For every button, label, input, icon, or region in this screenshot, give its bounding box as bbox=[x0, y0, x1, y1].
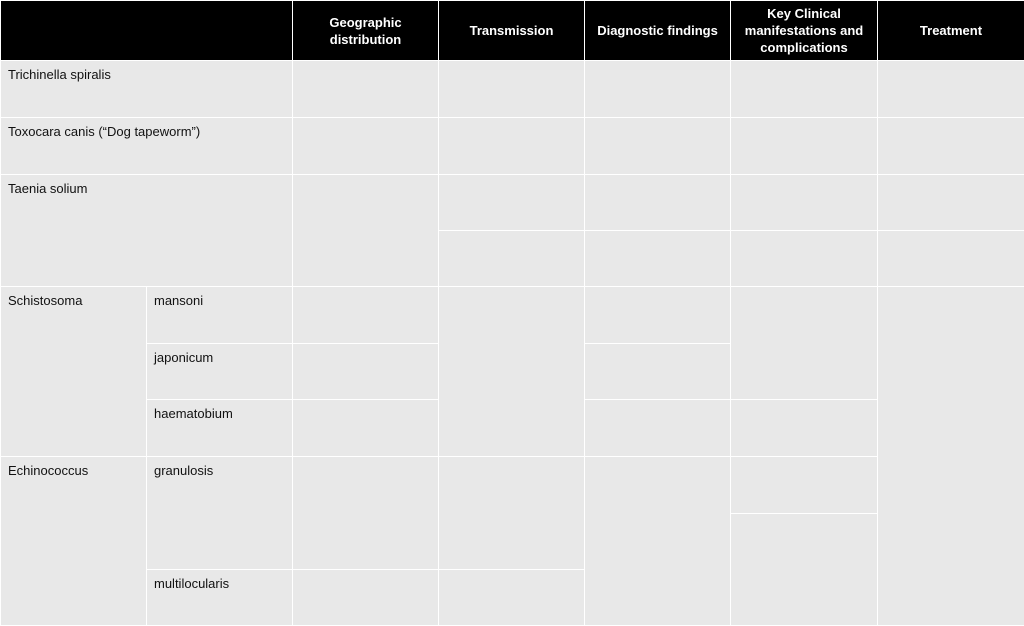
table-row bbox=[1, 286, 1024, 343]
row-sublabel-granulosis: granulosis bbox=[147, 457, 293, 569]
cell-echinococcus-clinical-1[interactable] bbox=[731, 457, 878, 513]
header-treatment: Treatment bbox=[878, 1, 1024, 61]
cell-haematobium-diagnostic[interactable] bbox=[585, 400, 731, 457]
row-sublabel-haematobium: haematobium bbox=[147, 400, 293, 457]
header-row bbox=[1, 1, 1024, 61]
cell-taenia-diagnostic-1[interactable] bbox=[585, 174, 731, 230]
cell-toxocara-transmission[interactable] bbox=[439, 118, 585, 174]
table-row bbox=[1, 457, 1024, 513]
cell-trichinella-geographic[interactable] bbox=[293, 61, 439, 118]
cell-haematobium-clinical[interactable] bbox=[731, 400, 878, 457]
row-sublabel-mansoni: mansoni bbox=[147, 286, 293, 343]
header-diagnostic-findings: Diagnostic findings bbox=[585, 1, 731, 61]
row-sublabel-japonicum: japonicum bbox=[147, 344, 293, 400]
cell-trichinella-diagnostic[interactable] bbox=[585, 61, 731, 118]
cell-toxocara-clinical[interactable] bbox=[731, 118, 878, 174]
cell-multilocularis-transmission[interactable] bbox=[439, 569, 585, 625]
cell-echinococcus-clinical-2[interactable] bbox=[731, 513, 878, 625]
row-label-echinococcus: Echinococcus bbox=[1, 457, 147, 626]
table-row bbox=[1, 118, 1024, 174]
cell-schistosoma-transmission[interactable] bbox=[439, 286, 585, 457]
cell-taenia-geographic[interactable] bbox=[293, 174, 439, 286]
row-label-schistosoma: Schistosoma bbox=[1, 286, 147, 457]
header-blank bbox=[1, 1, 293, 61]
cell-mansoni-diagnostic[interactable] bbox=[585, 286, 731, 343]
header-transmission: Transmission bbox=[439, 1, 585, 61]
row-label-taenia: Taenia solium bbox=[1, 174, 293, 286]
cell-taenia-diagnostic-2[interactable] bbox=[585, 230, 731, 286]
cell-trichinella-treatment[interactable] bbox=[878, 61, 1024, 118]
cell-taenia-transmission-2[interactable] bbox=[439, 230, 585, 286]
cell-taenia-clinical-1[interactable] bbox=[731, 174, 878, 230]
cell-taenia-transmission-1[interactable] bbox=[439, 174, 585, 230]
cell-taenia-clinical-2[interactable] bbox=[731, 230, 878, 286]
table-row bbox=[1, 61, 1024, 118]
header-geographic-distribution: Geographic distribution bbox=[293, 1, 439, 61]
cell-schisto-echino-treatment[interactable] bbox=[878, 286, 1024, 625]
cell-toxocara-geographic[interactable] bbox=[293, 118, 439, 174]
cell-toxocara-treatment[interactable] bbox=[878, 118, 1024, 174]
cell-mansoni-japonicum-clinical[interactable] bbox=[731, 286, 878, 399]
row-label-toxocara: Toxocara canis (“Dog tapeworm”) bbox=[1, 118, 293, 174]
table-row bbox=[1, 174, 1024, 230]
row-label-trichinella: Trichinella spiralis bbox=[1, 61, 293, 118]
cell-granulosis-transmission[interactable] bbox=[439, 457, 585, 569]
cell-echinococcus-diagnostic[interactable] bbox=[585, 457, 731, 626]
cell-multilocularis-geographic[interactable] bbox=[293, 569, 439, 625]
cell-toxocara-diagnostic[interactable] bbox=[585, 118, 731, 174]
cell-japonicum-geographic[interactable] bbox=[293, 344, 439, 400]
row-sublabel-multilocularis: multilocularis bbox=[147, 569, 293, 625]
header-clinical-manifestations: Key Clinical manifestations and complications bbox=[731, 1, 878, 61]
cell-mansoni-geographic[interactable] bbox=[293, 286, 439, 343]
cell-taenia-treatment-2[interactable] bbox=[878, 230, 1024, 286]
cell-taenia-treatment-1[interactable] bbox=[878, 174, 1024, 230]
cell-trichinella-clinical[interactable] bbox=[731, 61, 878, 118]
cell-trichinella-transmission[interactable] bbox=[439, 61, 585, 118]
cell-granulosis-geographic[interactable] bbox=[293, 457, 439, 569]
cell-japonicum-diagnostic[interactable] bbox=[585, 344, 731, 400]
cell-haematobium-geographic[interactable] bbox=[293, 400, 439, 457]
